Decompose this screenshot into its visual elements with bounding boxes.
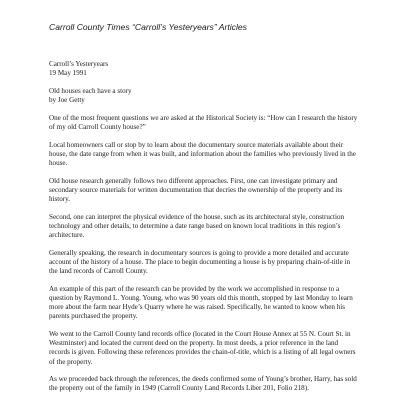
article-byline: by Joe Getty	[49, 96, 85, 104]
paragraph: As we proceeded back through the references, the deeds confirmed some of Young’s brother, Harry, has sold the property out of the family in 1949 (Carroll County Land Records Liber 201, Folio 218).	[49, 375, 357, 393]
paragraph: One of the most frequent questions we are asked at the Historical Society is: “How can I research the history of my old Carroll County house?”	[49, 114, 358, 132]
paragraph: Local homeowners call or stop by to learn about the documentary source materials available about their house, the date range from when it was built, and information about the families who previously lived in the house.	[49, 140, 356, 168]
article-headline: Old houses each have a story	[49, 87, 132, 95]
article-title-block	[49, 87, 360, 105]
paragraph: Second, one can interpret the physical evidence of the house, such as its architectural style, construction technology and other details, to determine a date range based on known local traditions in this region’s architecture.	[49, 212, 345, 240]
article-meta	[49, 60, 360, 78]
paragraph: Generally speaking, the research in documentary sources is going to provide a more detailed and accurate account of the history of a house. The place to begin documenting a house is by preparing chain-of-title in the land records of Carroll County.	[49, 248, 351, 276]
paragraph: Old house research generally follows two different approaches. First, one can investigate primary and secondary source materials for written documentation that decries the ownership of the property and its history.	[49, 176, 343, 204]
paragraph: An example of this part of the research can be provided by the work we accomplished in response to a question by Raymond L. Young. Young, who was 90 years old this month, stopped by last Monday to learn more about the farm near Hyde’s Quarry where he was raised. Specifically, he wanted to know when his parents purchased the property.	[49, 284, 353, 321]
article-body	[49, 114, 360, 394]
column-name: Carroll’s Yesteryears	[49, 60, 109, 68]
document-header: Carroll County Times “Carroll’s Yesteryears” Articles	[49, 22, 247, 32]
article-date: 19 May 1991	[49, 69, 87, 77]
paragraph: We went to the Carroll County land records office (located in the Court House Annex at 55 N. Court St. in Westminster) and located the current deed on the property. In most deeds, a prior reference in the land records is given. Following these references provides the chain-of-title, which is a listing of all legal owners of the property.	[49, 330, 356, 366]
